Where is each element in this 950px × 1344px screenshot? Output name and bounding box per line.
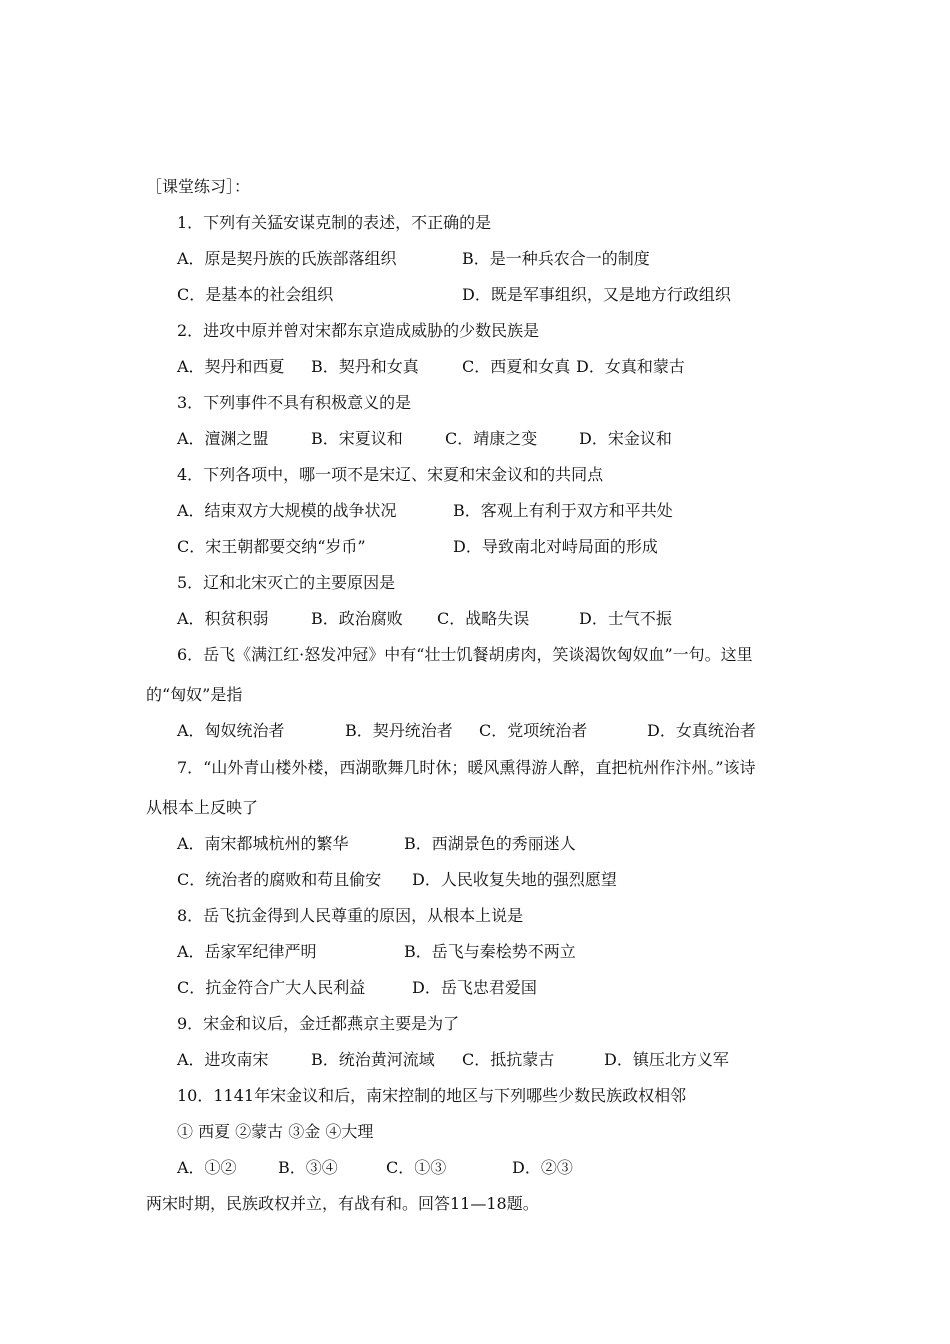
question-8-stem: 8．岳飞抗金得到人民尊重的原因，从根本上说是 [177, 906, 524, 925]
question-10-option-d: D．②③ [512, 1158, 573, 1177]
question-9-option-a: A．进攻南宋 [177, 1050, 269, 1069]
question-6-stem-continued: 的“匈奴”是指 [146, 685, 243, 704]
question-2-option-d: D．女真和蒙古 [576, 357, 685, 376]
question-4-option-c: C．宋王朝都要交纳“岁币” [177, 537, 366, 556]
question-1-option-a: A．原是契丹族的氏族部落组织 [177, 249, 397, 268]
question-8-option-b: B．岳飞与秦桧势不两立 [404, 942, 576, 961]
question-5-option-d: D．士气不振 [579, 609, 672, 628]
question-8-option-c: C．抗金符合广大人民利益 [177, 978, 366, 997]
question-10-option-a: A．①② [177, 1158, 237, 1177]
question-2-stem: 2．进攻中原并曾对宋都东京造成威胁的少数民族是 [177, 321, 540, 340]
question-3-option-d: D．宋金议和 [579, 429, 672, 448]
question-4-stem: 4．下列各项中，哪一项不是宋辽、宋夏和宋金议和的共同点 [177, 465, 604, 484]
question-10-option-b: B．③④ [278, 1158, 338, 1177]
question-10-stem: 10．1141年宋金议和后，南宋控制的地区与下列哪些少数民族政权相邻 [177, 1086, 687, 1105]
question-5-option-b: B．政治腐败 [311, 609, 403, 628]
question-4-option-d: D．导致南北对峙局面的形成 [453, 537, 658, 556]
question-9-option-d: D．镇压北方义军 [604, 1050, 729, 1069]
question-6-option-c: C．党项统治者 [479, 721, 588, 740]
question-4-option-a: A．结束双方大规模的战争状况 [177, 501, 397, 520]
question-7-option-b: B．西湖景色的秀丽迷人 [404, 834, 576, 853]
question-6-option-b: B．契丹统治者 [345, 721, 453, 740]
question-1-option-c: C．是基本的社会组织 [177, 285, 334, 304]
question-7-stem-continued: 从根本上反映了 [146, 798, 259, 817]
question-1-stem: 1．下列有关猛安谋克制的表述，不正确的是 [177, 213, 492, 232]
question-2-option-b: B．契丹和女真 [311, 357, 419, 376]
question-1-option-d: D．既是军事组织，又是地方行政组织 [462, 285, 731, 304]
question-2-option-c: C．西夏和女真 [462, 357, 571, 376]
question-10-choices: ① 西夏 ②蒙古 ③金 ④大理 [177, 1122, 374, 1141]
question-6-stem: 6．岳飞《满江红·怒发冲冠》中有“壮士饥餐胡虏肉，笑谈渴饮匈奴血”一句。这里 [177, 645, 753, 664]
section-header: ［课堂练习］： [146, 177, 251, 196]
question-3-option-a: A．澶渊之盟 [177, 429, 269, 448]
section-footer: 两宋时期，民族政权并立，有战有和。回答11—18题。 [146, 1194, 539, 1213]
question-7-stem: 7．“山外青山楼外楼，西湖歌舞几时休；暖风熏得游人醉，直把杭州作汴州。”该诗 [177, 758, 756, 777]
question-6-option-a: A．匈奴统治者 [177, 721, 285, 740]
question-9-option-b: B．统治黄河流域 [311, 1050, 435, 1069]
question-1-option-b: B．是一种兵农合一的制度 [462, 249, 650, 268]
question-6-option-d: D．女真统治者 [647, 721, 756, 740]
question-3-option-b: B．宋夏议和 [311, 429, 403, 448]
question-3-option-c: C．靖康之变 [445, 429, 538, 448]
question-9-option-c: C．抵抗蒙古 [462, 1050, 555, 1069]
question-10-option-c: C．①③ [386, 1158, 447, 1177]
question-8-option-d: D．岳飞忠君爱国 [412, 978, 537, 997]
question-8-option-a: A．岳家军纪律严明 [177, 942, 317, 961]
question-5-option-a: A．积贫积弱 [177, 609, 269, 628]
question-2-option-a: A．契丹和西夏 [177, 357, 285, 376]
question-5-stem: 5．辽和北宋灭亡的主要原因是 [177, 573, 396, 592]
question-3-stem: 3．下列事件不具有积极意义的是 [177, 393, 412, 412]
question-7-option-a: A．南宋都城杭州的繁华 [177, 834, 349, 853]
question-5-option-c: C．战略失误 [437, 609, 530, 628]
question-4-option-b: B．客观上有利于双方和平共处 [453, 501, 673, 520]
question-7-option-d: D．人民收复失地的强烈愿望 [412, 870, 617, 889]
question-7-option-c: C．统治者的腐败和苟且偷安 [177, 870, 382, 889]
question-9-stem: 9．宋金和议后，金迁都燕京主要是为了 [177, 1014, 460, 1033]
